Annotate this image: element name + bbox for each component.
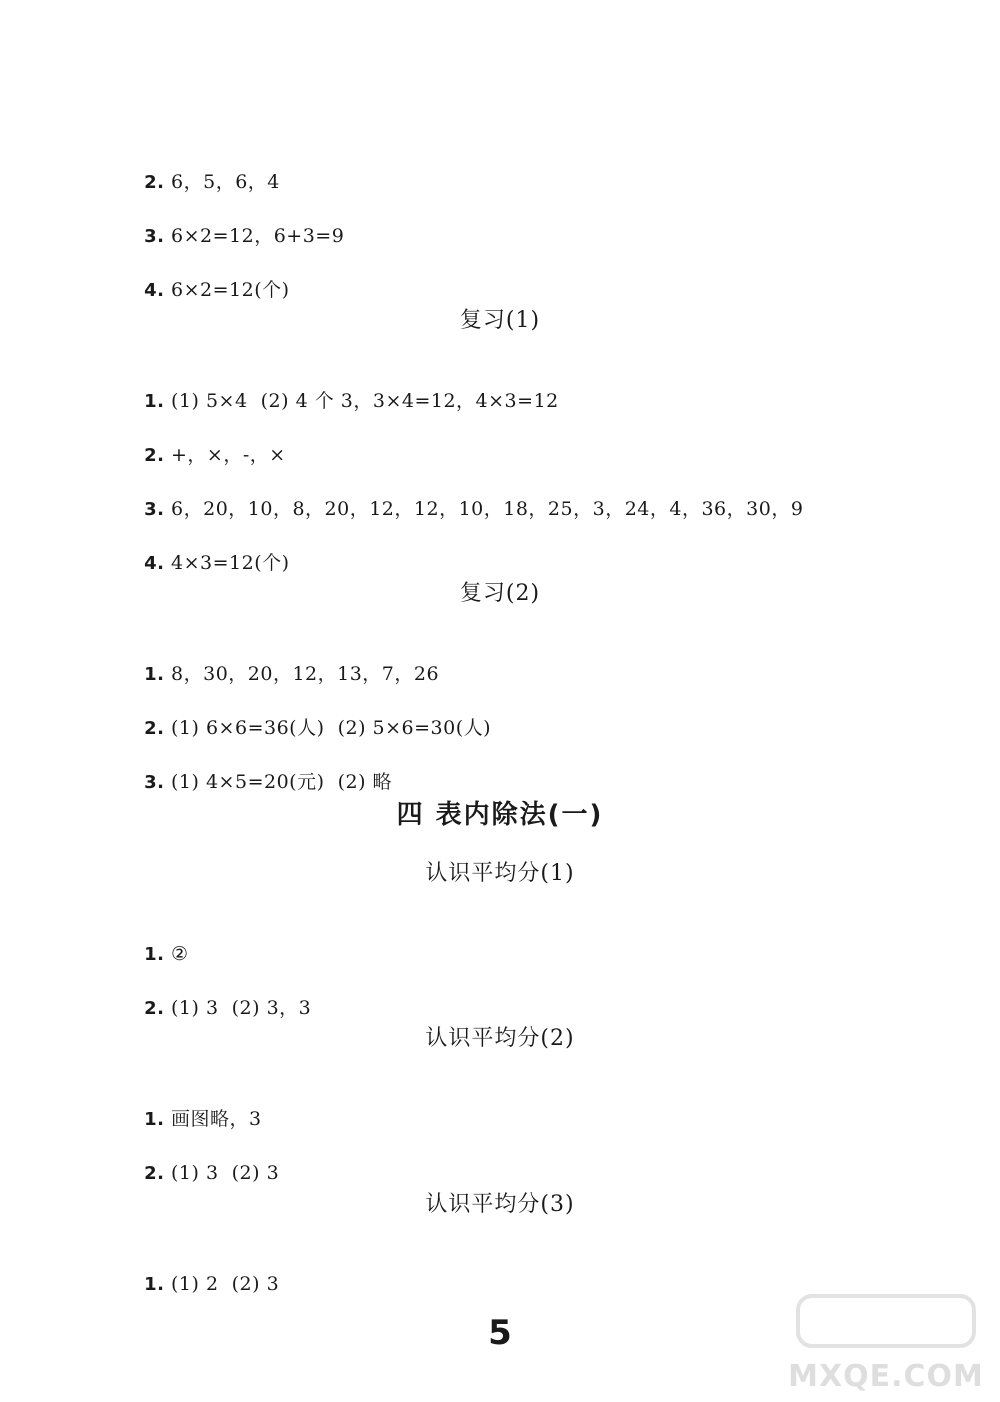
answer-line xyxy=(131,1248,279,1297)
answer-line xyxy=(131,1083,262,1132)
item-number: 4. xyxy=(144,280,165,301)
section-heading-average-3: 认识平均分(3) xyxy=(425,1192,575,1217)
answer-line xyxy=(131,746,392,795)
item-number: 4. xyxy=(144,553,165,574)
watermark-logo xyxy=(786,1294,986,1394)
answer-line xyxy=(131,638,439,687)
answer-line xyxy=(131,972,311,1021)
item-number: 3. xyxy=(144,226,165,247)
answer-line xyxy=(131,1137,279,1186)
item-text: 8，30，20，12，13，7，26 xyxy=(171,663,440,685)
section-heading-review-2: 复习(2) xyxy=(459,581,541,606)
item-text: 6，20，10，8，20，12，12，10，18，25，3，24，4，36，30，9 xyxy=(171,498,804,520)
answer-line xyxy=(131,254,290,303)
item-number: 2. xyxy=(144,998,165,1019)
item-number: 1. xyxy=(144,391,165,412)
page-number: 5 xyxy=(488,1313,512,1353)
item-text: 4×3=12(个) xyxy=(171,552,290,574)
item-text: (1) 3 (2) 3 xyxy=(171,1162,280,1184)
item-text: (1) 5×4 (2) 4 个 3，3×4=12，4×3=12 xyxy=(171,390,559,412)
watermark-badge-shape xyxy=(796,1294,976,1348)
item-number: 1. xyxy=(144,664,165,685)
item-text: ② xyxy=(171,943,189,965)
answer-line xyxy=(131,473,803,522)
watermark-text: MXQE.COM xyxy=(788,1359,984,1394)
answer-line xyxy=(131,365,559,414)
item-text: +，×，-，× xyxy=(171,444,286,466)
item-number: 1. xyxy=(144,1274,165,1295)
item-text: (1) 6×6=36(人) (2) 5×6=30(人) xyxy=(171,717,492,739)
item-text: 6，5，6，4 xyxy=(171,171,280,193)
item-text: (1) 3 (2) 3，3 xyxy=(171,997,312,1019)
answer-line xyxy=(131,146,280,195)
item-text: (1) 4×5=20(元) (2) 略 xyxy=(171,771,393,793)
answer-line xyxy=(131,918,189,967)
answer-line xyxy=(131,419,286,468)
answer-line xyxy=(131,692,491,741)
section-heading-review-1: 复习(1) xyxy=(459,308,541,333)
item-number: 3. xyxy=(144,772,165,793)
item-number: 1. xyxy=(144,1109,165,1130)
item-number: 2. xyxy=(144,1163,165,1184)
section-heading-average-1: 认识平均分(1) xyxy=(425,861,575,886)
item-number: 2. xyxy=(144,172,165,193)
item-text: 画图略，3 xyxy=(171,1108,262,1130)
item-number: 2. xyxy=(144,445,165,466)
chapter-title: 四 表内除法(一) xyxy=(396,800,604,830)
item-text: 6×2=12(个) xyxy=(171,279,290,301)
item-text: 6×2=12，6+3=9 xyxy=(171,225,345,247)
item-number: 1. xyxy=(144,944,165,965)
item-number: 2. xyxy=(144,718,165,739)
answer-line xyxy=(131,200,344,249)
answer-line xyxy=(131,527,290,576)
item-number: 3. xyxy=(144,499,165,520)
item-text: (1) 2 (2) 3 xyxy=(171,1273,280,1295)
section-heading-average-2: 认识平均分(2) xyxy=(425,1026,575,1051)
